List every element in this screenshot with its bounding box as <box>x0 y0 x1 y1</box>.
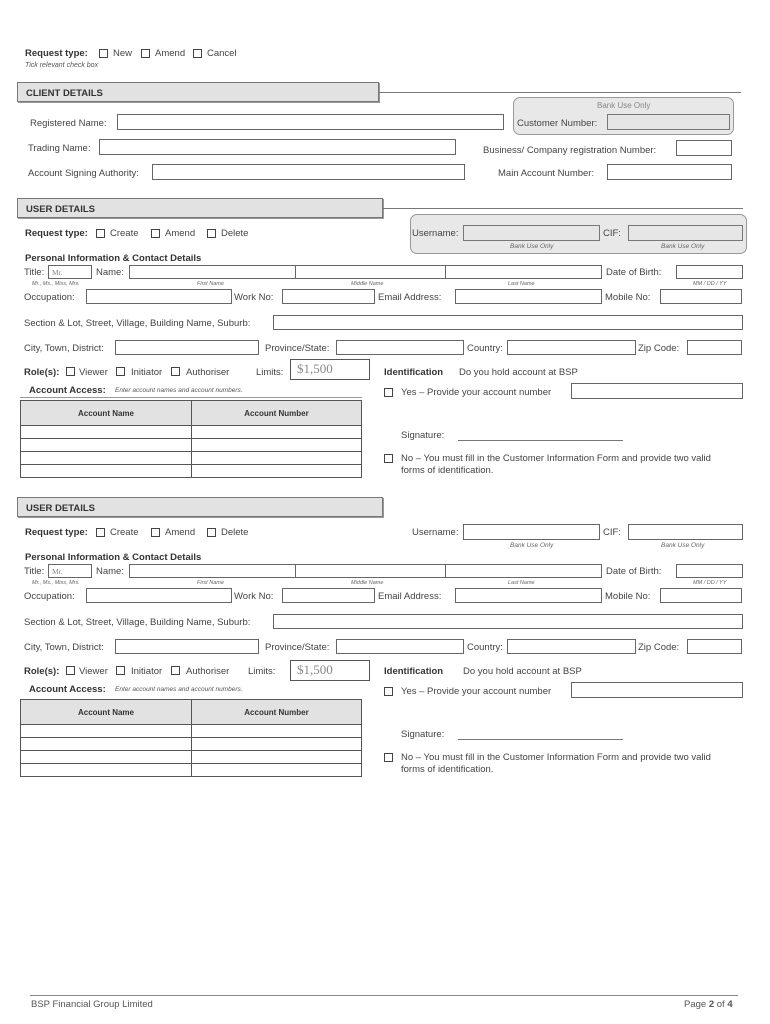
user2-email-label: Email Address: <box>378 591 442 602</box>
user1-email-label: Email Address: <box>378 292 442 303</box>
user2-no-label-2: forms of identification. <box>401 764 494 775</box>
request-hint: Tick relevant check box <box>25 62 99 69</box>
user1-account-access-label: Account Access: <box>29 385 106 396</box>
footer-rule <box>30 995 738 996</box>
user1-title-label: Title: <box>24 267 45 278</box>
user2-zip-input[interactable] <box>687 639 742 654</box>
business-reg-label: Business/ Company registration Number: <box>483 145 657 156</box>
user1-hold-account-label: Do you hold account at BSP <box>459 367 578 378</box>
user1-name-label: Name: <box>96 267 124 278</box>
user2-viewer-label: Viewer <box>79 666 108 677</box>
request-new-label: New <box>113 48 133 59</box>
user2-identification-label: Identification <box>384 666 444 677</box>
user1-address-label: Section & Lot, Street, Village, Building Name, Suburb: <box>24 318 251 329</box>
account-name-cell[interactable] <box>21 452 192 465</box>
user2-cif-label: CIF: <box>603 527 621 538</box>
user1-identification-label: Identification <box>384 367 444 378</box>
user2-middle-name-hint: Middle Name <box>351 580 384 586</box>
account-name-cell[interactable] <box>21 439 192 452</box>
page-current: 2 <box>708 999 715 1010</box>
user1-occupation-input[interactable] <box>86 289 232 304</box>
user1-limits-label: Limits: <box>256 367 284 378</box>
user2-work-no-label: Work No: <box>234 591 274 602</box>
registered-name-input[interactable] <box>117 114 504 130</box>
user2-first-name-hint: First Name <box>197 580 224 586</box>
account-name-cell[interactable] <box>21 751 192 764</box>
user1-work-no-input[interactable] <box>282 289 375 304</box>
user1-yes-checkbox[interactable] <box>384 388 393 397</box>
user2-email-input[interactable] <box>455 588 602 603</box>
user2-yes-checkbox[interactable] <box>384 687 393 696</box>
user1-province-input[interactable] <box>336 340 464 355</box>
customer-number-input[interactable] <box>607 114 730 130</box>
user2-no-checkbox[interactable] <box>384 753 393 762</box>
user2-username-bank-use: Bank Use Only <box>510 542 554 549</box>
account-name-cell[interactable] <box>21 764 192 777</box>
table-row <box>21 751 362 764</box>
table-row <box>21 452 362 465</box>
user1-email-input[interactable] <box>455 289 602 304</box>
user1-account-table <box>20 400 362 478</box>
user1-access-rule <box>20 397 362 398</box>
trading-name-label: Trading Name: <box>28 143 91 154</box>
user1-roles-label: Role(s): <box>24 367 60 378</box>
client-bank-use-label: Bank Use Only <box>597 101 651 110</box>
user2-limits-input[interactable]: $1,500 <box>290 660 370 681</box>
request-type-label: Request type: <box>25 48 88 59</box>
user2-address-input[interactable] <box>273 614 743 629</box>
user2-title-input[interactable]: Mr. <box>48 564 92 578</box>
user2-username-input[interactable] <box>463 524 600 540</box>
user2-account-table <box>20 699 362 777</box>
user2-name-label: Name: <box>96 566 124 577</box>
user1-first-name-hint: First Name <box>197 281 224 287</box>
user1-dob-input[interactable] <box>676 265 743 279</box>
client-details-header: CLIENT DETAILS <box>17 82 379 102</box>
user2-delete-checkbox[interactable] <box>207 528 216 537</box>
user1-address-input[interactable] <box>273 315 743 330</box>
user1-username-label: Username: <box>412 228 459 239</box>
user1-country-label: Country: <box>467 343 503 354</box>
user1-details-header: USER DETAILS <box>17 198 383 218</box>
footer-page-number <box>684 999 733 1010</box>
user2-zip-label: Zip Code: <box>638 642 680 653</box>
user2-col-account-number: Account Number <box>192 700 362 725</box>
user1-city-label: City, Town, District: <box>24 343 104 354</box>
user1-work-no-label: Work No: <box>234 292 274 303</box>
user2-create-checkbox[interactable] <box>96 528 105 537</box>
user2-province-input[interactable] <box>336 639 464 654</box>
user2-province-label: Province/State: <box>265 642 330 653</box>
user1-amend-label: Amend <box>165 228 196 239</box>
user2-address-label: Section & Lot, Street, Village, Building Name, Suburb: <box>24 617 251 628</box>
user2-account-access-label: Account Access: <box>29 684 106 695</box>
signing-authority-input[interactable] <box>152 164 465 180</box>
user2-initiator-checkbox[interactable] <box>116 666 125 675</box>
user1-amend-checkbox[interactable] <box>151 229 160 238</box>
user1-dob-label: Date of Birth: <box>606 267 662 278</box>
table-row <box>21 725 362 738</box>
user2-personal-title: Personal Information & Contact Details <box>25 552 202 563</box>
user2-signature-label: Signature: <box>401 729 445 740</box>
user1-authoriser-label: Authoriser <box>186 367 230 378</box>
user1-viewer-checkbox[interactable] <box>66 367 75 376</box>
request-amend-checkbox[interactable] <box>141 49 150 58</box>
user1-initiator-checkbox[interactable] <box>116 367 125 376</box>
request-amend-label: Amend <box>155 48 186 59</box>
signing-authority-label: Account Signing Authority: <box>28 168 139 179</box>
user1-personal-title: Personal Information & Contact Details <box>25 253 202 264</box>
user2-hold-account-label: Do you hold account at BSP <box>463 666 582 677</box>
user1-last-name-input[interactable] <box>445 265 602 279</box>
account-number-cell[interactable] <box>192 465 362 478</box>
user2-city-input[interactable] <box>115 639 259 654</box>
user2-limits-label: Limits: <box>248 666 276 677</box>
user1-zip-label: Zip Code: <box>638 343 680 354</box>
user1-request-type-label: Request type: <box>25 228 88 239</box>
footer-company: BSP Financial Group Limited <box>31 999 153 1010</box>
page-prefix: Page <box>684 999 709 1010</box>
user2-dob-label: Date of Birth: <box>606 566 662 577</box>
user2-request-type-label: Request type: <box>25 527 88 538</box>
user1-create-checkbox[interactable] <box>96 229 105 238</box>
user1-mobile-label: Mobile No: <box>605 292 651 303</box>
user2-yes-label: Yes – Provide your account number <box>401 686 552 697</box>
user1-no-label-2: forms of identification. <box>401 465 494 476</box>
user2-account-number-input[interactable] <box>571 682 743 698</box>
user1-delete-label: Delete <box>221 228 249 239</box>
account-number-cell[interactable] <box>192 426 362 439</box>
user2-occupation-label: Occupation: <box>24 591 75 602</box>
user1-city-input[interactable] <box>115 340 259 355</box>
user2-amend-checkbox[interactable] <box>151 528 160 537</box>
user1-cif-label: CIF: <box>603 228 621 239</box>
user2-authoriser-label: Authoriser <box>186 666 230 677</box>
account-number-cell[interactable] <box>192 725 362 738</box>
user1-yes-label: Yes – Provide your account number <box>401 387 552 398</box>
user2-account-access-hint: Enter account names and account numbers. <box>115 686 243 693</box>
request-cancel-label: Cancel <box>207 48 237 59</box>
business-reg-input[interactable] <box>676 140 732 156</box>
user1-middle-name-hint: Middle Name <box>351 281 384 287</box>
account-name-cell[interactable] <box>21 738 192 751</box>
user2-cif-input[interactable] <box>628 524 743 540</box>
user2-signature-line[interactable] <box>458 739 623 740</box>
user1-middle-name-input[interactable] <box>295 265 446 279</box>
table-row <box>21 439 362 452</box>
user1-username-bank-use: Bank Use Only <box>510 243 554 250</box>
user2-username-label: Username: <box>412 527 459 538</box>
account-number-cell[interactable] <box>192 751 362 764</box>
user1-country-input[interactable] <box>507 340 636 355</box>
user1-account-number-input[interactable] <box>571 383 743 399</box>
user1-title-input[interactable]: Mr. <box>48 265 92 279</box>
request-new-checkbox[interactable] <box>99 49 108 58</box>
user1-dob-hint: MM / DD / YY <box>693 281 727 287</box>
user2-viewer-checkbox[interactable] <box>66 666 75 675</box>
user1-mobile-input[interactable] <box>660 289 742 304</box>
user2-country-label: Country: <box>467 642 503 653</box>
user1-delete-checkbox[interactable] <box>207 229 216 238</box>
user2-amend-label: Amend <box>165 527 196 538</box>
user2-details-header: USER DETAILS <box>17 497 383 517</box>
account-number-cell[interactable] <box>192 738 362 751</box>
user2-work-no-input[interactable] <box>282 588 375 603</box>
user1-no-label-1: No – You must fill in the Customer Information Form and provide two valid <box>401 453 711 464</box>
user2-roles-label: Role(s): <box>24 666 60 677</box>
main-account-input[interactable] <box>607 164 732 180</box>
user1-viewer-label: Viewer <box>79 367 108 378</box>
page-of: of <box>714 999 728 1010</box>
user2-title-hint: Mr., Ms., Miss, Mrs. <box>32 580 80 586</box>
user2-initiator-label: Initiator <box>131 666 163 677</box>
user1-initiator-label: Initiator <box>131 367 163 378</box>
user2-cif-bank-use: Bank Use Only <box>661 542 705 549</box>
user2-first-name-input[interactable] <box>129 564 296 578</box>
account-name-cell[interactable] <box>21 465 192 478</box>
user1-first-name-input[interactable] <box>129 265 296 279</box>
page-total: 4 <box>727 999 733 1010</box>
table-row <box>21 738 362 751</box>
main-account-label: Main Account Number: <box>498 168 595 179</box>
user1-signature-line[interactable] <box>458 440 623 441</box>
user2-city-label: City, Town, District: <box>24 642 104 653</box>
client-header-rule <box>379 92 741 93</box>
registered-name-label: Registered Name: <box>30 118 107 129</box>
table-row <box>21 426 362 439</box>
user2-last-name-hint: Last Name <box>508 580 535 586</box>
user2-authoriser-checkbox[interactable] <box>171 666 180 675</box>
user2-mobile-input[interactable] <box>660 588 742 603</box>
user2-middle-name-input[interactable] <box>295 564 446 578</box>
account-number-cell[interactable] <box>192 764 362 777</box>
user2-mobile-label: Mobile No: <box>605 591 651 602</box>
request-cancel-checkbox[interactable] <box>193 49 202 58</box>
account-number-cell[interactable] <box>192 452 362 465</box>
user1-title-hint: Mr., Ms., Miss, Mrs. <box>32 281 80 287</box>
user2-last-name-input[interactable] <box>445 564 602 578</box>
user1-occupation-label: Occupation: <box>24 292 75 303</box>
user2-dob-input[interactable] <box>676 564 743 578</box>
user1-create-label: Create <box>110 228 139 239</box>
user2-col-account-name: Account Name <box>21 700 192 725</box>
user1-username-input[interactable] <box>463 225 600 241</box>
user1-zip-input[interactable] <box>687 340 742 355</box>
user2-create-label: Create <box>110 527 139 538</box>
account-name-cell[interactable] <box>21 725 192 738</box>
user2-country-input[interactable] <box>507 639 636 654</box>
user1-province-label: Province/State: <box>265 343 330 354</box>
user1-authoriser-checkbox[interactable] <box>171 367 180 376</box>
user1-account-access-hint: Enter account names and account numbers. <box>115 387 243 394</box>
user1-header-rule <box>383 208 743 209</box>
customer-number-label: Customer Number: <box>517 118 598 129</box>
user1-signature-label: Signature: <box>401 430 445 441</box>
user1-limits-input[interactable]: $1,500 <box>290 359 370 380</box>
user2-delete-label: Delete <box>221 527 249 538</box>
user1-no-checkbox[interactable] <box>384 454 393 463</box>
user1-cif-input[interactable] <box>628 225 743 241</box>
account-number-cell[interactable] <box>192 439 362 452</box>
table-row <box>21 764 362 777</box>
user1-cif-bank-use: Bank Use Only <box>661 243 705 250</box>
user2-occupation-input[interactable] <box>86 588 232 603</box>
user1-col-account-number: Account Number <box>192 401 362 426</box>
table-row <box>21 465 362 478</box>
user1-col-account-name: Account Name <box>21 401 192 426</box>
user1-last-name-hint: Last Name <box>508 281 535 287</box>
trading-name-input[interactable] <box>99 139 456 155</box>
user2-no-label-1: No – You must fill in the Customer Information Form and provide two valid <box>401 752 711 763</box>
account-name-cell[interactable] <box>21 426 192 439</box>
user2-title-label: Title: <box>24 566 45 577</box>
user2-dob-hint: MM / DD / YY <box>693 580 727 586</box>
